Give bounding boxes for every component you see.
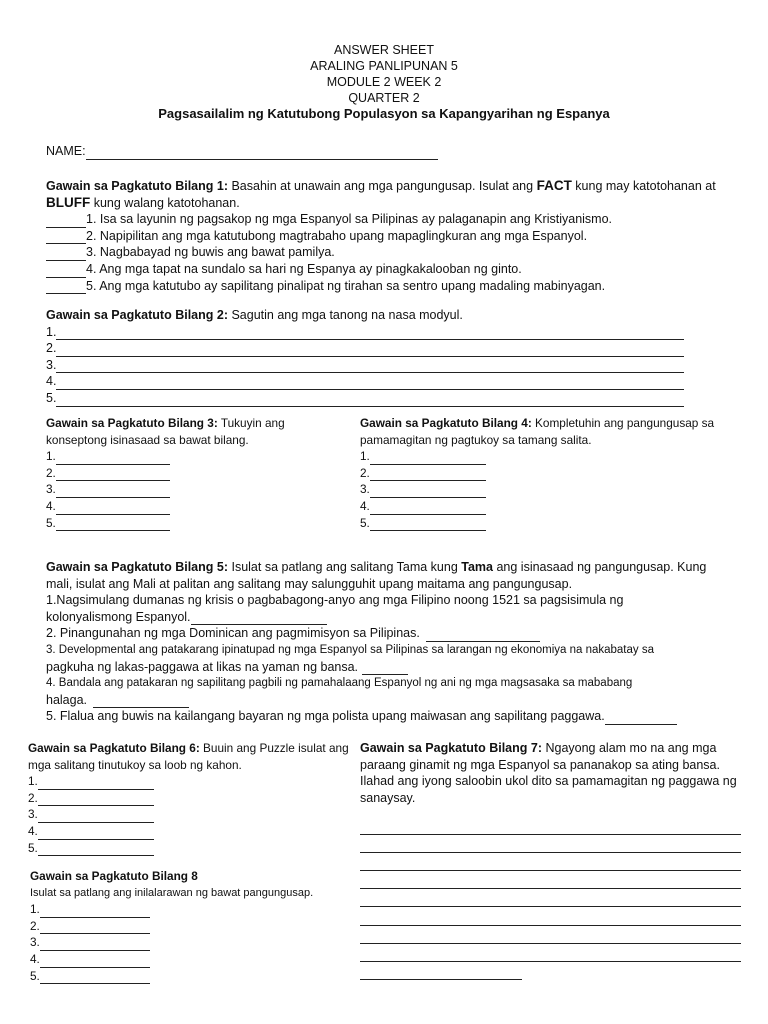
answer-number: 3.: [46, 357, 57, 372]
gawain-4: [360, 415, 750, 531]
answer-blank[interactable]: [56, 502, 170, 515]
item-text: 5. Ang mga katutubo ay sapilitang pinalipat ng tirahan sa sentro upang madaling mabinyagan.: [86, 278, 606, 293]
answer-line: [360, 515, 750, 532]
gawain-5: [46, 559, 746, 725]
answer-number: 1.: [28, 774, 38, 789]
essay-line[interactable]: [360, 853, 741, 871]
answer-number: 3.: [28, 807, 38, 822]
answer-line: [30, 968, 355, 985]
gawain-2-label: Gawain sa Pagkatuto Bilang 2:: [46, 308, 228, 322]
answer-blank[interactable]: [56, 327, 684, 340]
answer-line: [30, 934, 355, 951]
gawain-5-instruction-c: mali, isulat ang Mali at palitan ang salitang may salungguhit upang maitama ang pangungusap.: [46, 576, 573, 591]
answer-line: [30, 951, 355, 968]
answer-blank[interactable]: [426, 629, 540, 642]
answer-line: [46, 340, 686, 357]
name-label: NAME:: [46, 144, 86, 158]
answer-blank[interactable]: [56, 344, 684, 357]
gawain-8: [30, 868, 355, 984]
answer-blank[interactable]: [38, 793, 154, 806]
answer-blank[interactable]: [46, 231, 86, 244]
gawain-7-label: Gawain sa Pagkatuto Bilang 7:: [360, 741, 542, 755]
gawain-6-instruction-b: mga salitang tinutukoy sa loob ng kahon.: [28, 757, 242, 772]
list-item: [46, 659, 746, 676]
tama-keyword: Tama: [461, 560, 493, 574]
gawain-5-label: Gawain sa Pagkatuto Bilang 5:: [46, 560, 228, 574]
essay-line[interactable]: [360, 835, 741, 853]
answer-line: [46, 465, 346, 482]
answer-line: [360, 498, 750, 515]
essay-line[interactable]: [360, 944, 741, 962]
answer-number: 2.: [46, 465, 56, 480]
answer-number: 1.: [360, 449, 370, 464]
answer-blank[interactable]: [40, 938, 150, 951]
answer-number: 2.: [28, 790, 38, 805]
answer-blank[interactable]: [370, 452, 486, 465]
item-4-text-cont: halaga.: [46, 692, 88, 707]
gawain-6: [28, 740, 353, 856]
answer-number: 4.: [46, 374, 57, 389]
answer-line: [360, 448, 750, 465]
answer-line: [46, 390, 686, 407]
gawain-4-instruction-b: pamamagitan ng pagtukoy sa tamang salita.: [360, 432, 592, 447]
list-item: [46, 692, 746, 709]
answer-blank[interactable]: [370, 502, 486, 515]
name-blank[interactable]: [86, 147, 438, 160]
answer-line: [46, 357, 686, 374]
answer-number: 3.: [360, 482, 370, 497]
answer-blank[interactable]: [56, 360, 684, 373]
answer-number: 1.: [30, 902, 40, 917]
answer-number: 3.: [46, 482, 56, 497]
item-text: 3. Nagbabayad ng buwis ang bawat pamilya.: [86, 245, 335, 260]
item-text: 2. Napipilitan ang mga katutubong magtrabaho upang mapaglingkuran ang mga Espanyol.: [86, 228, 588, 243]
essay-line[interactable]: [360, 816, 741, 834]
gawain-8-instruction: Isulat sa patlang ang inilalarawan ng bawat pangungusap.: [30, 886, 314, 899]
gawain-6-instruction-a: Buuin ang Puzzle isulat ang: [199, 741, 349, 755]
gawain-7-instruction-c: Ilahad ang iyong saloobin ukol dito sa pamamagitan ng paggawa ng: [360, 774, 737, 789]
answer-number: 4.: [30, 951, 40, 966]
item-4-text: 4. Bandala ang patakaran ng sapilitang pagbili ng pamahalaang Espanyol ng ani ng mga magsasaka sa mababang: [46, 677, 633, 690]
list-item: [46, 211, 736, 228]
list-item: [46, 625, 746, 642]
list-item: [46, 278, 736, 295]
answer-blank[interactable]: [38, 810, 154, 823]
name-row: [46, 143, 438, 160]
fact-keyword: FACT: [536, 178, 572, 193]
answer-number: 2.: [46, 341, 57, 356]
header-line4: QUARTER 2: [348, 91, 420, 105]
gawain-3: [46, 415, 346, 531]
gawain-3-instruction-a: Tukuyin ang: [217, 416, 285, 430]
answer-number: 5.: [46, 515, 56, 530]
answer-blank[interactable]: [40, 955, 150, 968]
answer-line: [28, 840, 353, 857]
answer-blank[interactable]: [56, 452, 170, 465]
essay-line[interactable]: [360, 889, 741, 907]
answer-line: [46, 515, 346, 532]
answer-blank[interactable]: [46, 215, 86, 228]
answer-number: 5.: [360, 515, 370, 530]
gawain-4-label: Gawain sa Pagkatuto Bilang 4:: [360, 416, 532, 430]
answer-blank[interactable]: [40, 905, 150, 918]
header-line2: ARALING PANLIPUNAN 5: [310, 59, 458, 73]
answer-number: 1.: [46, 324, 57, 339]
list-item: [46, 244, 736, 261]
answer-blank[interactable]: [38, 827, 154, 840]
answer-blank[interactable]: [370, 468, 486, 481]
answer-blank[interactable]: [38, 843, 154, 856]
list-item: [46, 609, 746, 626]
answer-line: [46, 481, 346, 498]
item-3-text-cont: pagkuha ng lakas-paggawa at likas na yaman ng bansa.: [46, 659, 359, 674]
gawain-7-instruction-a: Ngayong alam mo na ang mga: [542, 741, 717, 755]
essay-line[interactable]: [360, 907, 741, 925]
answer-blank[interactable]: [56, 468, 170, 481]
answer-number: 2.: [360, 465, 370, 480]
gawain-5-instruction-a: Isulat sa patlang ang salitang Tama kung: [228, 560, 462, 574]
essay-line[interactable]: [360, 962, 522, 980]
gawain-6-label: Gawain sa Pagkatuto Bilang 6:: [28, 741, 200, 755]
answer-line: [30, 901, 355, 918]
answer-number: 2.: [30, 918, 40, 933]
bluff-keyword: BLUFF: [46, 194, 91, 210]
answer-number: 5.: [30, 968, 40, 983]
answer-blank[interactable]: [56, 394, 684, 407]
essay-line[interactable]: [360, 926, 741, 944]
answer-blank[interactable]: [191, 612, 327, 625]
list-item: [46, 228, 736, 245]
answer-line: [360, 465, 750, 482]
gawain-1-instruction-b: kung may katotohanan at: [571, 179, 716, 193]
answer-number: 3.: [30, 935, 40, 950]
answer-blank[interactable]: [56, 377, 684, 390]
answer-blank[interactable]: [46, 248, 86, 261]
answer-blank[interactable]: [370, 485, 486, 498]
answer-line: [360, 481, 750, 498]
answer-blank[interactable]: [40, 921, 150, 934]
item-text: 1. Isa sa layunin ng pagsakop ng mga Espanyol sa Pilipinas ay palaganapin ang Kristiyanismo.: [86, 212, 613, 227]
answer-number: 4.: [360, 498, 370, 513]
item-3-text: 3. Developmental ang patakarang ipinatupad ng mga Espanyol sa Pilipinas sa larangan ng ekonomiya na nakabatay sa: [46, 643, 654, 656]
gawain-1-instruction-c: kung walang katotohanan.: [90, 195, 240, 210]
gawain-5-instruction-b: ang isinasaad ng pangungusap. Kung: [493, 560, 707, 574]
gawain-7-instruction-d: sanaysay.: [360, 790, 416, 805]
list-item: [46, 261, 736, 278]
answer-blank[interactable]: [46, 265, 86, 278]
answer-number: 4.: [46, 498, 56, 513]
header: [0, 42, 768, 122]
answer-number: 4.: [28, 823, 38, 838]
gawain-2: [46, 307, 686, 407]
answer-line: [46, 498, 346, 515]
header-line3: MODULE 2 WEEK 2: [326, 75, 442, 89]
item-1-text: 1.Nagsimulang dumanas ng krisis o pagbabagong-anyo ang mga Filipino noong 1521 sa pagsisimula ng: [46, 593, 624, 608]
answer-line: [28, 773, 353, 790]
answer-blank[interactable]: [605, 712, 677, 725]
page-title: Pagsasailalim ng Katutubong Populasyon sa Kapangyarihan ng Espanya: [158, 106, 610, 121]
answer-line: [46, 448, 346, 465]
answer-blank[interactable]: [370, 518, 486, 531]
answer-line: [28, 790, 353, 807]
item-text: 4. Ang mga tapat na sundalo sa hari ng Espanya ay pinagkakalooban ng ginto.: [86, 261, 522, 276]
answer-line: [28, 823, 353, 840]
header-line1: ANSWER SHEET: [333, 43, 434, 57]
item-2-text: 2. Pinangunahan ng mga Dominican ang pagmimisyon sa Pilipinas.: [46, 626, 420, 641]
gawain-8-label: Gawain sa Pagkatuto Bilang 8: [30, 869, 198, 883]
list-item: [46, 708, 746, 725]
gawain-3-label: Gawain sa Pagkatuto Bilang 3:: [46, 416, 218, 430]
gawain-4-instruction-a: Kompletuhin ang pangungusap sa: [531, 416, 715, 430]
essay-line[interactable]: [360, 871, 741, 889]
answer-blank[interactable]: [362, 662, 408, 675]
answer-line: [46, 324, 686, 341]
gawain-2-instruction: Sagutin ang mga tanong na nasa modyul.: [228, 308, 463, 322]
answer-line: [28, 806, 353, 823]
answer-line: [30, 918, 355, 935]
gawain-3-instruction-b: konseptong isinasaad sa bawat bilang.: [46, 432, 249, 447]
gawain-7: [360, 740, 745, 980]
answer-number: 5.: [28, 840, 38, 855]
gawain-1-instruction-a: Basahin at unawain ang mga pangungusap. Isulat ang: [228, 179, 537, 193]
answer-blank[interactable]: [40, 971, 150, 984]
answer-blank[interactable]: [56, 518, 170, 531]
answer-line: [46, 373, 686, 390]
gawain-7-instruction-b: paraang ginamit ng mga Espanyol sa pananakop sa ating bansa.: [360, 757, 720, 772]
item-1-text-cont: kolonyalismong Espanyol.: [46, 609, 191, 624]
answer-blank[interactable]: [56, 485, 170, 498]
gawain-1-label: Gawain sa Pagkatuto Bilang 1:: [46, 179, 228, 193]
answer-blank[interactable]: [38, 777, 154, 790]
answer-number: 5.: [46, 390, 57, 405]
answer-blank[interactable]: [93, 695, 189, 708]
gawain-1: [46, 178, 736, 294]
item-5-text: 5. Flalua ang buwis na kailangang bayaran ng mga polista upang maiwasan ang sapilitang paggawa.: [46, 709, 605, 724]
answer-number: 1.: [46, 449, 56, 464]
answer-blank[interactable]: [46, 281, 86, 294]
